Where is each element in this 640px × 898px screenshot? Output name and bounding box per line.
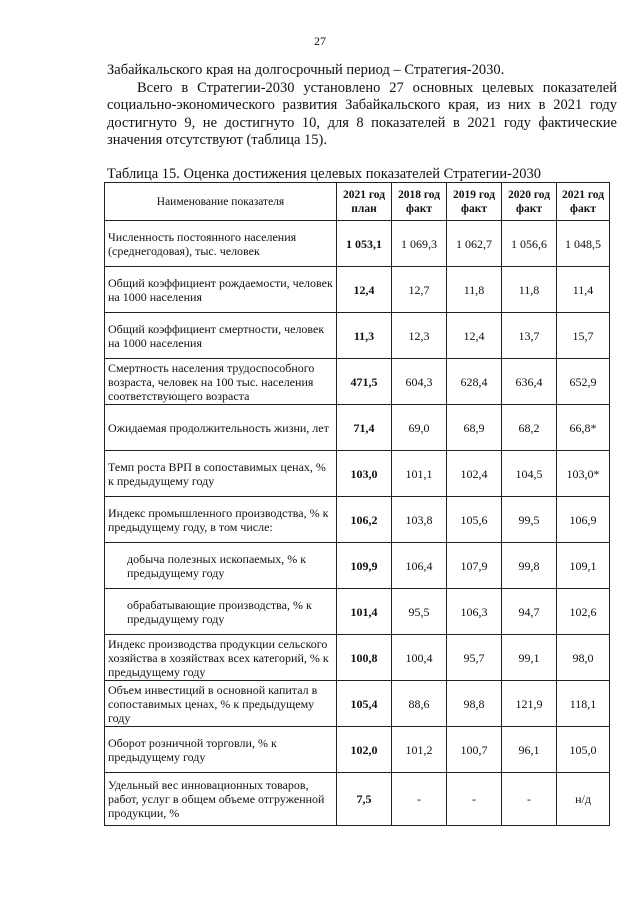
header-fact-2021: 2021 год факт: [557, 183, 610, 221]
fact-value-2019: -: [447, 773, 502, 826]
table-row: [105, 543, 610, 589]
fact-value-2019: 95,7: [447, 635, 502, 681]
fact-value-2019: 98,8: [447, 681, 502, 727]
table-row: [105, 405, 610, 451]
fact-value-2019: 107,9: [447, 543, 502, 589]
header-fact-2018: 2018 год факт: [392, 183, 447, 221]
fact-value-2020: 96,1: [502, 727, 557, 773]
fact-value-2018: 88,6: [392, 681, 447, 727]
fact-value-2019: 11,8: [447, 267, 502, 313]
fact-value-2019: 102,4: [447, 451, 502, 497]
fact-value-2018: 69,0: [392, 405, 447, 451]
fact-value-2018: 100,4: [392, 635, 447, 681]
fact-value-2018: 101,1: [392, 451, 447, 497]
indicator-name: Ожидаемая продолжительность жизни, лет: [105, 405, 337, 451]
plan-value: 106,2: [337, 497, 392, 543]
indicator-name: Удельный вес инновационных товаров, работ, услуг в общем объеме отгруженной продукции, %: [105, 773, 337, 826]
fact-value-2018: 1 069,3: [392, 221, 447, 267]
fact-value-2019: 1 062,7: [447, 221, 502, 267]
indicator-name: добыча полезных ископаемых, % к предыдущему году: [105, 543, 337, 589]
paragraph-summary: Всего в Стратегии-2030 установлено 27 основных целевых показателей социально-экономического развития Забайкальского края, из них в 2021 году достигнуто 9, не достигнуто 10, для 8 показателей в 2021 году фактические значения отсутствуют (таблица 15).: [107, 79, 617, 148]
fact-value-2020: 94,7: [502, 589, 557, 635]
indicator-name: Общий коэффициент смертности, человек на 1000 населения: [105, 313, 337, 359]
fact-value-2020: 99,5: [502, 497, 557, 543]
fact-value-2018: 103,8: [392, 497, 447, 543]
fact-value-2019: 628,4: [447, 359, 502, 405]
table-row: [105, 589, 610, 635]
paragraph-continuation: Забайкальского края на долгосрочный период – Стратегия-2030.: [107, 62, 505, 78]
header-fact-2019: 2019 год факт: [447, 183, 502, 221]
table-row: [105, 451, 610, 497]
fact-value-2021: 1 048,5: [557, 221, 610, 267]
table-row: [105, 727, 610, 773]
table-row: [105, 497, 610, 543]
plan-value: 71,4: [337, 405, 392, 451]
fact-value-2021: 652,9: [557, 359, 610, 405]
fact-value-2019: 12,4: [447, 313, 502, 359]
indicator-name: Индекс промышленного производства, % к предыдущему году, в том числе:: [105, 497, 337, 543]
indicator-name: обрабатывающие производства, % к предыдущему году: [105, 589, 337, 635]
fact-value-2020: 636,4: [502, 359, 557, 405]
header-plan-2021: 2021 год план: [337, 183, 392, 221]
fact-value-2020: 121,9: [502, 681, 557, 727]
fact-value-2020: 11,8: [502, 267, 557, 313]
fact-value-2019: 68,9: [447, 405, 502, 451]
fact-value-2020: 99,8: [502, 543, 557, 589]
indicator-name: Темп роста ВРП в сопоставимых ценах, % к предыдущему году: [105, 451, 337, 497]
plan-value: 471,5: [337, 359, 392, 405]
fact-value-2019: 106,3: [447, 589, 502, 635]
table-caption: Таблица 15. Оценка достижения целевых показателей Стратегии-2030: [107, 166, 542, 182]
plan-value: 1 053,1: [337, 221, 392, 267]
plan-value: 109,9: [337, 543, 392, 589]
fact-value-2019: 105,6: [447, 497, 502, 543]
fact-value-2020: -: [502, 773, 557, 826]
table-header-row: [105, 183, 610, 221]
fact-value-2020: 68,2: [502, 405, 557, 451]
plan-value: 105,4: [337, 681, 392, 727]
table-row: [105, 635, 610, 681]
table-row: [105, 681, 610, 727]
plan-value: 102,0: [337, 727, 392, 773]
header-fact-2020: 2020 год факт: [502, 183, 557, 221]
indicators-table: [104, 182, 610, 826]
table-row: [105, 359, 610, 405]
fact-value-2021: 66,8*: [557, 405, 610, 451]
table-row: [105, 773, 610, 826]
fact-value-2018: -: [392, 773, 447, 826]
header-name: Наименование показателя: [105, 183, 337, 221]
table-row: [105, 267, 610, 313]
fact-value-2019: 100,7: [447, 727, 502, 773]
fact-value-2020: 13,7: [502, 313, 557, 359]
table-body: [105, 221, 610, 826]
fact-value-2018: 106,4: [392, 543, 447, 589]
indicator-name: Индекс производства продукции сельского хозяйства в хозяйствах всех категорий, % к предыдущему году: [105, 635, 337, 681]
table-row: [105, 221, 610, 267]
fact-value-2018: 12,7: [392, 267, 447, 313]
plan-value: 7,5: [337, 773, 392, 826]
fact-value-2018: 101,2: [392, 727, 447, 773]
fact-value-2020: 104,5: [502, 451, 557, 497]
fact-value-2018: 604,3: [392, 359, 447, 405]
plan-value: 103,0: [337, 451, 392, 497]
indicator-name: Объем инвестиций в основной капитал в сопоставимых ценах, % к предыдущему году: [105, 681, 337, 727]
fact-value-2021: 103,0*: [557, 451, 610, 497]
indicator-name: Общий коэффициент рождаемости, человек на 1000 населения: [105, 267, 337, 313]
fact-value-2021: н/д: [557, 773, 610, 826]
fact-value-2020: 99,1: [502, 635, 557, 681]
fact-value-2021: 98,0: [557, 635, 610, 681]
plan-value: 12,4: [337, 267, 392, 313]
table-row: [105, 313, 610, 359]
fact-value-2018: 95,5: [392, 589, 447, 635]
fact-value-2021: 109,1: [557, 543, 610, 589]
fact-value-2021: 118,1: [557, 681, 610, 727]
indicator-name: Численность постоянного населения (среднегодовая), тыс. человек: [105, 221, 337, 267]
indicator-name: Смертность населения трудоспособного возраста, человек на 100 тыс. населения соответствующего возраста: [105, 359, 337, 405]
indicator-name: Оборот розничной торговли, % к предыдущему году: [105, 727, 337, 773]
page-number: 27: [314, 34, 326, 48]
plan-value: 11,3: [337, 313, 392, 359]
fact-value-2021: 11,4: [557, 267, 610, 313]
plan-value: 101,4: [337, 589, 392, 635]
fact-value-2021: 102,6: [557, 589, 610, 635]
intro-text: [107, 62, 617, 150]
fact-value-2020: 1 056,6: [502, 221, 557, 267]
fact-value-2021: 105,0: [557, 727, 610, 773]
plan-value: 100,8: [337, 635, 392, 681]
fact-value-2021: 106,9: [557, 497, 610, 543]
fact-value-2018: 12,3: [392, 313, 447, 359]
fact-value-2021: 15,7: [557, 313, 610, 359]
